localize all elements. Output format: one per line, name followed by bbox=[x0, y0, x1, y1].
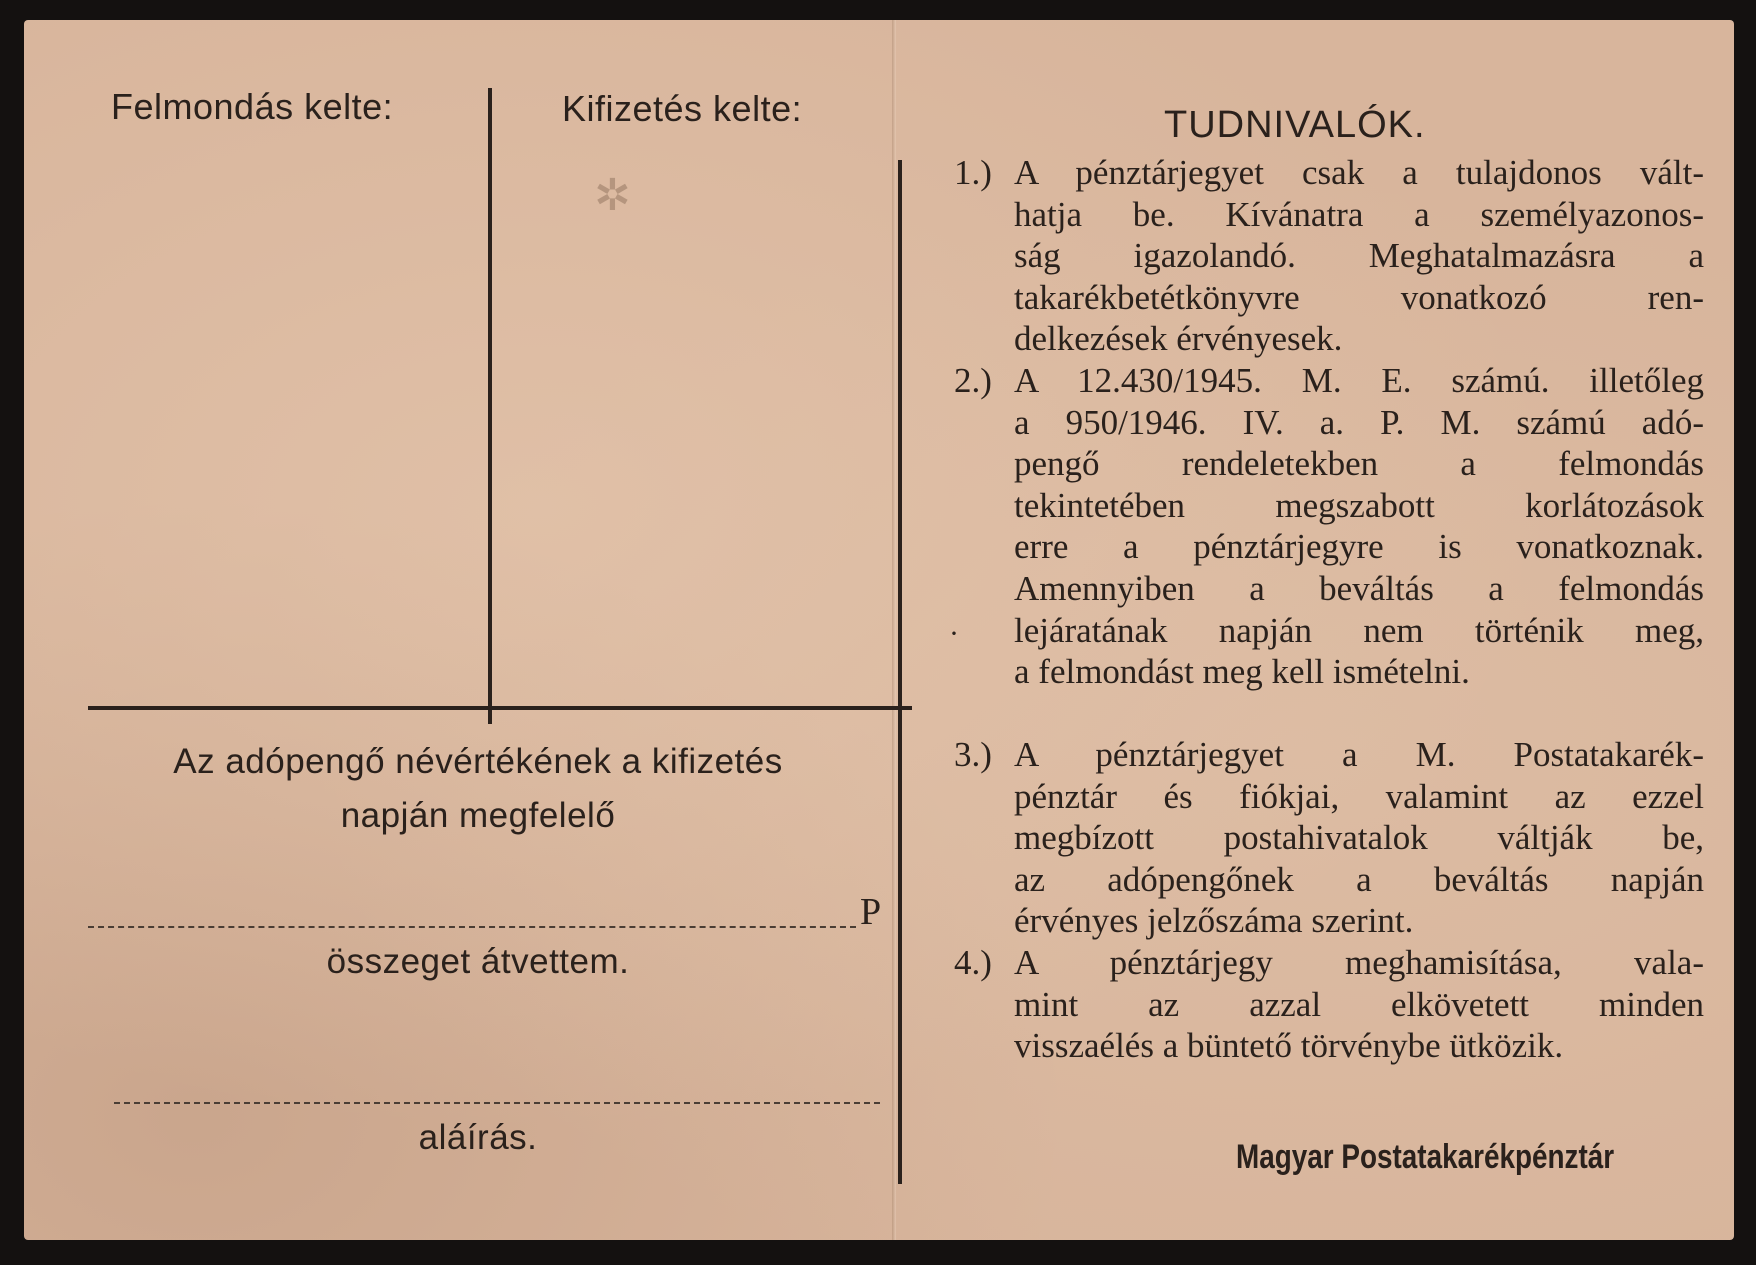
note-line: takarékbetétkönyvre vonatkozó ren- bbox=[1014, 277, 1704, 317]
date-column-divider bbox=[488, 88, 492, 724]
signature-label: aláírás. bbox=[418, 1118, 538, 1157]
instructions-title: TUDNIVALÓK. bbox=[1164, 104, 1426, 146]
note-line: A pénztárjegyet a M. Postatakarék- bbox=[1014, 735, 1704, 774]
note-4 bbox=[954, 942, 1704, 1067]
issuer-name: Magyar Postatakarékpénztár bbox=[1236, 1138, 1615, 1176]
note-number: 1.) bbox=[954, 153, 992, 192]
note-line: lejáratának napján nem történik meg, bbox=[1014, 610, 1704, 650]
note-line: megbízott postahivatalok váltják be, bbox=[1014, 818, 1704, 858]
note-line: pénztár és fiókjai, valamint az ezzel bbox=[1014, 776, 1704, 816]
receipt-text-line-1: Az adópengő névértékének a kifizetés bbox=[173, 742, 783, 781]
receipt-text-line-3: összeget átvettem. bbox=[326, 942, 630, 981]
note-number: 3.) bbox=[954, 735, 992, 774]
note-line: a felmondást meg kell ismételni. bbox=[1014, 652, 1470, 692]
note-number: 4.) bbox=[954, 943, 992, 982]
note-line: visszaélés a büntető törvénybe ütközik. bbox=[1014, 1026, 1564, 1066]
note-line: érvényes jelzőszáma szerint. bbox=[1014, 901, 1414, 941]
signature-dotted-line bbox=[114, 1102, 880, 1104]
instructions-divider bbox=[898, 160, 902, 1184]
note-line: ság igazolandó. Meghatalmazásra a bbox=[1014, 236, 1704, 276]
note-line: tekintetében megszabott korlátozások bbox=[1014, 485, 1704, 525]
note-3 bbox=[954, 734, 1704, 942]
fold-crease bbox=[892, 20, 896, 1240]
document-paper bbox=[24, 20, 1734, 1240]
note-2 bbox=[954, 360, 1704, 693]
payment-date-label: Kifizetés kelte: bbox=[562, 88, 803, 129]
amount-dotted-line bbox=[88, 926, 856, 928]
note-line: erre a pénztárjegyre is vonatkoznak. bbox=[1014, 527, 1704, 567]
bullet-dot: · bbox=[949, 617, 959, 650]
note-line: delkezések érvényesek. bbox=[1014, 319, 1343, 359]
note-number: 2.) bbox=[954, 361, 992, 400]
note-line: A pénztárjegyet csak a tulajdonos vált- bbox=[1014, 153, 1704, 192]
note-line: A pénztárjegy meghamisítása, vala- bbox=[1014, 943, 1704, 982]
note-line: hatja be. Kívánatra a személyazonos- bbox=[1014, 194, 1704, 234]
faded-stamp-mark: ✲ bbox=[594, 171, 631, 220]
note-line: mint az azzal elkövetett minden bbox=[1014, 984, 1704, 1024]
note-line: Amennyiben a beváltás a felmondás bbox=[1014, 568, 1704, 608]
cancellation-date-label: Felmondás kelte: bbox=[111, 86, 394, 127]
note-line: az adópengőnek a beváltás napján bbox=[1014, 859, 1704, 899]
section-divider bbox=[88, 706, 912, 710]
receipt-text-line-2: napján megfelelő bbox=[340, 796, 616, 835]
note-line: pengő rendeletekben a felmondás bbox=[1014, 444, 1704, 484]
note-1 bbox=[954, 152, 1704, 360]
currency-mark: P bbox=[860, 891, 882, 933]
note-line: A 12.430/1945. M. E. számú. illetőleg bbox=[1014, 361, 1704, 400]
note-line: a 950/1946. IV. a. P. M. számú adó- bbox=[1014, 402, 1704, 442]
